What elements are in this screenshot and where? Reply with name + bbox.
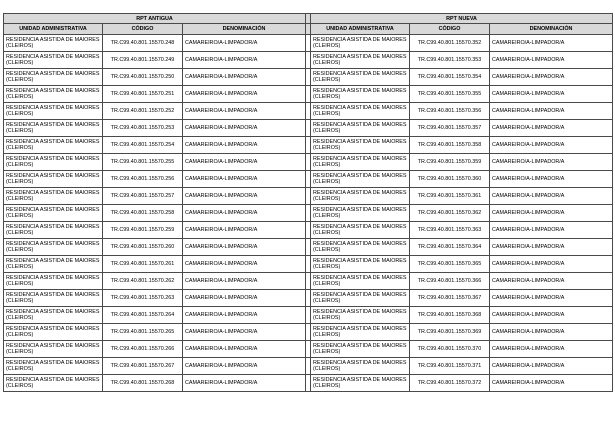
table-row	[4, 273, 613, 290]
old-denomination-cell: CAMAREIRO/A-LIMPADOR/A	[183, 256, 306, 273]
new-denomination-cell: CAMAREIRO/A-LIMPADOR/A	[490, 86, 613, 103]
new-code-cell: TR.C99.40.801.15570.364	[410, 239, 490, 256]
old-denomination-cell: CAMAREIRO/A-LIMPADOR/A	[183, 273, 306, 290]
new-code-cell: TR.C99.40.801.15570.367	[410, 290, 490, 307]
new-unit-header: UNIDAD ADMINISTRATIVA	[311, 24, 410, 35]
new-denomination-cell: CAMAREIRO/A-LIMPADOR/A	[490, 154, 613, 171]
table-row	[4, 52, 613, 69]
new-unit-cell: RESIDENCIA ASISTIDA DE MAIORES (CLEIROS)	[311, 120, 410, 137]
new-denomination-cell: CAMAREIRO/A-LIMPADOR/A	[490, 205, 613, 222]
new-unit-cell: RESIDENCIA ASISTIDA DE MAIORES (CLEIROS)	[311, 290, 410, 307]
column-header-row	[4, 24, 613, 35]
old-denomination-cell: CAMAREIRO/A-LIMPADOR/A	[183, 137, 306, 154]
table-row	[4, 290, 613, 307]
old-code-cell: TR.C99.40.801.15570.250	[103, 69, 183, 86]
old-unit-header: UNIDAD ADMINISTRATIVA	[4, 24, 103, 35]
new-denomination-cell: CAMAREIRO/A-LIMPADOR/A	[490, 239, 613, 256]
old-code-cell: TR.C99.40.801.15570.252	[103, 103, 183, 120]
new-denomination-cell: CAMAREIRO/A-LIMPADOR/A	[490, 103, 613, 120]
new-denomination-cell: CAMAREIRO/A-LIMPADOR/A	[490, 273, 613, 290]
new-code-cell: TR.C99.40.801.15570.357	[410, 120, 490, 137]
table-row	[4, 120, 613, 137]
table-body	[4, 35, 613, 392]
old-unit-cell: RESIDENCIA ASISTIDA DE MAIORES (CLEIROS)	[4, 52, 103, 69]
new-code-cell: TR.C99.40.801.15570.363	[410, 222, 490, 239]
group-header-row	[4, 14, 613, 24]
new-unit-cell: RESIDENCIA ASISTIDA DE MAIORES (CLEIROS)	[311, 171, 410, 188]
old-unit-cell: RESIDENCIA ASISTIDA DE MAIORES (CLEIROS)	[4, 86, 103, 103]
old-code-cell: TR.C99.40.801.15570.253	[103, 120, 183, 137]
old-denomination-cell: CAMAREIRO/A-LIMPADOR/A	[183, 239, 306, 256]
new-code-cell: TR.C99.40.801.15570.365	[410, 256, 490, 273]
old-code-cell: TR.C99.40.801.15570.268	[103, 375, 183, 392]
new-code-cell: TR.C99.40.801.15570.352	[410, 35, 490, 52]
table-row	[4, 375, 613, 392]
old-unit-cell: RESIDENCIA ASISTIDA DE MAIORES (CLEIROS)	[4, 341, 103, 358]
rpt-comparison-table	[3, 13, 613, 392]
table-row	[4, 188, 613, 205]
new-denomination-cell: CAMAREIRO/A-LIMPADOR/A	[490, 256, 613, 273]
new-denomination-cell: CAMAREIRO/A-LIMPADOR/A	[490, 358, 613, 375]
old-unit-cell: RESIDENCIA ASISTIDA DE MAIORES (CLEIROS)	[4, 358, 103, 375]
new-code-cell: TR.C99.40.801.15570.355	[410, 86, 490, 103]
table-row	[4, 171, 613, 188]
new-denomination-cell: CAMAREIRO/A-LIMPADOR/A	[490, 52, 613, 69]
table-row	[4, 222, 613, 239]
table-row	[4, 341, 613, 358]
old-code-cell: TR.C99.40.801.15570.267	[103, 358, 183, 375]
old-denomination-cell: CAMAREIRO/A-LIMPADOR/A	[183, 188, 306, 205]
old-code-cell: TR.C99.40.801.15570.256	[103, 171, 183, 188]
new-code-cell: TR.C99.40.801.15570.360	[410, 171, 490, 188]
new-denomination-cell: CAMAREIRO/A-LIMPADOR/A	[490, 375, 613, 392]
old-code-cell: TR.C99.40.801.15570.260	[103, 239, 183, 256]
old-denomination-cell: CAMAREIRO/A-LIMPADOR/A	[183, 375, 306, 392]
old-unit-cell: RESIDENCIA ASISTIDA DE MAIORES (CLEIROS)	[4, 69, 103, 86]
new-rpt-group-header: RPT NUEVA	[311, 14, 613, 24]
old-code-cell: TR.C99.40.801.15570.265	[103, 324, 183, 341]
new-denomination-cell: CAMAREIRO/A-LIMPADOR/A	[490, 222, 613, 239]
table-row	[4, 307, 613, 324]
table-row	[4, 324, 613, 341]
new-code-cell: TR.C99.40.801.15570.372	[410, 375, 490, 392]
new-unit-cell: RESIDENCIA ASISTIDA DE MAIORES (CLEIROS)	[311, 358, 410, 375]
old-denomination-cell: CAMAREIRO/A-LIMPADOR/A	[183, 69, 306, 86]
table-row	[4, 154, 613, 171]
old-unit-cell: RESIDENCIA ASISTIDA DE MAIORES (CLEIROS)	[4, 120, 103, 137]
new-code-cell: TR.C99.40.801.15570.354	[410, 69, 490, 86]
old-code-cell: TR.C99.40.801.15570.251	[103, 86, 183, 103]
new-unit-cell: RESIDENCIA ASISTIDA DE MAIORES (CLEIROS)	[311, 69, 410, 86]
table-row	[4, 35, 613, 52]
old-code-cell: TR.C99.40.801.15570.261	[103, 256, 183, 273]
new-unit-cell: RESIDENCIA ASISTIDA DE MAIORES (CLEIROS)	[311, 35, 410, 52]
old-unit-cell: RESIDENCIA ASISTIDA DE MAIORES (CLEIROS)	[4, 205, 103, 222]
new-code-header: CÓDIGO	[410, 24, 490, 35]
new-unit-cell: RESIDENCIA ASISTIDA DE MAIORES (CLEIROS)	[311, 222, 410, 239]
old-code-cell: TR.C99.40.801.15570.254	[103, 137, 183, 154]
old-code-cell: TR.C99.40.801.15570.262	[103, 273, 183, 290]
old-denomination-cell: CAMAREIRO/A-LIMPADOR/A	[183, 358, 306, 375]
old-code-cell: TR.C99.40.801.15570.249	[103, 52, 183, 69]
table-row	[4, 137, 613, 154]
new-code-cell: TR.C99.40.801.15570.361	[410, 188, 490, 205]
new-unit-cell: RESIDENCIA ASISTIDA DE MAIORES (CLEIROS)	[311, 154, 410, 171]
old-code-cell: TR.C99.40.801.15570.258	[103, 205, 183, 222]
new-denomination-cell: CAMAREIRO/A-LIMPADOR/A	[490, 290, 613, 307]
old-denomination-header: DENOMINACIÓN	[183, 24, 306, 35]
old-code-cell: TR.C99.40.801.15570.259	[103, 222, 183, 239]
old-unit-cell: RESIDENCIA ASISTIDA DE MAIORES (CLEIROS)	[4, 273, 103, 290]
table-row	[4, 205, 613, 222]
new-code-cell: TR.C99.40.801.15570.368	[410, 307, 490, 324]
old-code-cell: TR.C99.40.801.15570.248	[103, 35, 183, 52]
new-code-cell: TR.C99.40.801.15570.370	[410, 341, 490, 358]
new-denomination-cell: CAMAREIRO/A-LIMPADOR/A	[490, 69, 613, 86]
old-unit-cell: RESIDENCIA ASISTIDA DE MAIORES (CLEIROS)	[4, 137, 103, 154]
old-denomination-cell: CAMAREIRO/A-LIMPADOR/A	[183, 290, 306, 307]
table-row	[4, 239, 613, 256]
new-unit-cell: RESIDENCIA ASISTIDA DE MAIORES (CLEIROS)	[311, 137, 410, 154]
old-denomination-cell: CAMAREIRO/A-LIMPADOR/A	[183, 154, 306, 171]
old-unit-cell: RESIDENCIA ASISTIDA DE MAIORES (CLEIROS)	[4, 103, 103, 120]
new-unit-cell: RESIDENCIA ASISTIDA DE MAIORES (CLEIROS)	[311, 103, 410, 120]
new-denomination-cell: CAMAREIRO/A-LIMPADOR/A	[490, 307, 613, 324]
old-rpt-group-header: RPT ANTIGUA	[4, 14, 306, 24]
new-unit-cell: RESIDENCIA ASISTIDA DE MAIORES (CLEIROS)	[311, 205, 410, 222]
new-denomination-cell: CAMAREIRO/A-LIMPADOR/A	[490, 120, 613, 137]
old-unit-cell: RESIDENCIA ASISTIDA DE MAIORES (CLEIROS)	[4, 35, 103, 52]
old-unit-cell: RESIDENCIA ASISTIDA DE MAIORES (CLEIROS)	[4, 375, 103, 392]
old-denomination-cell: CAMAREIRO/A-LIMPADOR/A	[183, 103, 306, 120]
old-unit-cell: RESIDENCIA ASISTIDA DE MAIORES (CLEIROS)	[4, 290, 103, 307]
old-unit-cell: RESIDENCIA ASISTIDA DE MAIORES (CLEIROS)	[4, 239, 103, 256]
new-denomination-header: DENOMINACIÓN	[490, 24, 613, 35]
table-row	[4, 103, 613, 120]
table-row	[4, 358, 613, 375]
old-denomination-cell: CAMAREIRO/A-LIMPADOR/A	[183, 205, 306, 222]
new-denomination-cell: CAMAREIRO/A-LIMPADOR/A	[490, 324, 613, 341]
new-code-cell: TR.C99.40.801.15570.353	[410, 52, 490, 69]
new-unit-cell: RESIDENCIA ASISTIDA DE MAIORES (CLEIROS)	[311, 375, 410, 392]
old-code-cell: TR.C99.40.801.15570.255	[103, 154, 183, 171]
table-row	[4, 86, 613, 103]
new-code-cell: TR.C99.40.801.15570.371	[410, 358, 490, 375]
new-denomination-cell: CAMAREIRO/A-LIMPADOR/A	[490, 341, 613, 358]
old-unit-cell: RESIDENCIA ASISTIDA DE MAIORES (CLEIROS)	[4, 307, 103, 324]
old-denomination-cell: CAMAREIRO/A-LIMPADOR/A	[183, 341, 306, 358]
old-code-cell: TR.C99.40.801.15570.257	[103, 188, 183, 205]
new-unit-cell: RESIDENCIA ASISTIDA DE MAIORES (CLEIROS)	[311, 273, 410, 290]
new-unit-cell: RESIDENCIA ASISTIDA DE MAIORES (CLEIROS)	[311, 52, 410, 69]
old-unit-cell: RESIDENCIA ASISTIDA DE MAIORES (CLEIROS)	[4, 222, 103, 239]
new-code-cell: TR.C99.40.801.15570.369	[410, 324, 490, 341]
new-unit-cell: RESIDENCIA ASISTIDA DE MAIORES (CLEIROS)	[311, 256, 410, 273]
old-denomination-cell: CAMAREIRO/A-LIMPADOR/A	[183, 307, 306, 324]
old-denomination-cell: CAMAREIRO/A-LIMPADOR/A	[183, 52, 306, 69]
new-unit-cell: RESIDENCIA ASISTIDA DE MAIORES (CLEIROS)	[311, 86, 410, 103]
new-code-cell: TR.C99.40.801.15570.359	[410, 154, 490, 171]
old-denomination-cell: CAMAREIRO/A-LIMPADOR/A	[183, 324, 306, 341]
new-unit-cell: RESIDENCIA ASISTIDA DE MAIORES (CLEIROS)	[311, 239, 410, 256]
new-code-cell: TR.C99.40.801.15570.366	[410, 273, 490, 290]
new-unit-cell: RESIDENCIA ASISTIDA DE MAIORES (CLEIROS)	[311, 341, 410, 358]
old-denomination-cell: CAMAREIRO/A-LIMPADOR/A	[183, 171, 306, 188]
new-unit-cell: RESIDENCIA ASISTIDA DE MAIORES (CLEIROS)	[311, 324, 410, 341]
new-code-cell: TR.C99.40.801.15570.362	[410, 205, 490, 222]
old-code-cell: TR.C99.40.801.15570.264	[103, 307, 183, 324]
table-row	[4, 256, 613, 273]
new-unit-cell: RESIDENCIA ASISTIDA DE MAIORES (CLEIROS)	[311, 307, 410, 324]
old-code-cell: TR.C99.40.801.15570.266	[103, 341, 183, 358]
old-unit-cell: RESIDENCIA ASISTIDA DE MAIORES (CLEIROS)	[4, 324, 103, 341]
old-unit-cell: RESIDENCIA ASISTIDA DE MAIORES (CLEIROS)	[4, 256, 103, 273]
old-denomination-cell: CAMAREIRO/A-LIMPADOR/A	[183, 35, 306, 52]
new-unit-cell: RESIDENCIA ASISTIDA DE MAIORES (CLEIROS)	[311, 188, 410, 205]
new-code-cell: TR.C99.40.801.15570.356	[410, 103, 490, 120]
old-code-header: CÓDIGO	[103, 24, 183, 35]
old-denomination-cell: CAMAREIRO/A-LIMPADOR/A	[183, 120, 306, 137]
new-denomination-cell: CAMAREIRO/A-LIMPADOR/A	[490, 35, 613, 52]
old-unit-cell: RESIDENCIA ASISTIDA DE MAIORES (CLEIROS)	[4, 154, 103, 171]
old-denomination-cell: CAMAREIRO/A-LIMPADOR/A	[183, 222, 306, 239]
new-denomination-cell: CAMAREIRO/A-LIMPADOR/A	[490, 188, 613, 205]
new-code-cell: TR.C99.40.801.15570.358	[410, 137, 490, 154]
table-row	[4, 69, 613, 86]
old-code-cell: TR.C99.40.801.15570.263	[103, 290, 183, 307]
new-denomination-cell: CAMAREIRO/A-LIMPADOR/A	[490, 137, 613, 154]
old-denomination-cell: CAMAREIRO/A-LIMPADOR/A	[183, 86, 306, 103]
old-unit-cell: RESIDENCIA ASISTIDA DE MAIORES (CLEIROS)	[4, 188, 103, 205]
new-denomination-cell: CAMAREIRO/A-LIMPADOR/A	[490, 171, 613, 188]
old-unit-cell: RESIDENCIA ASISTIDA DE MAIORES (CLEIROS)	[4, 171, 103, 188]
